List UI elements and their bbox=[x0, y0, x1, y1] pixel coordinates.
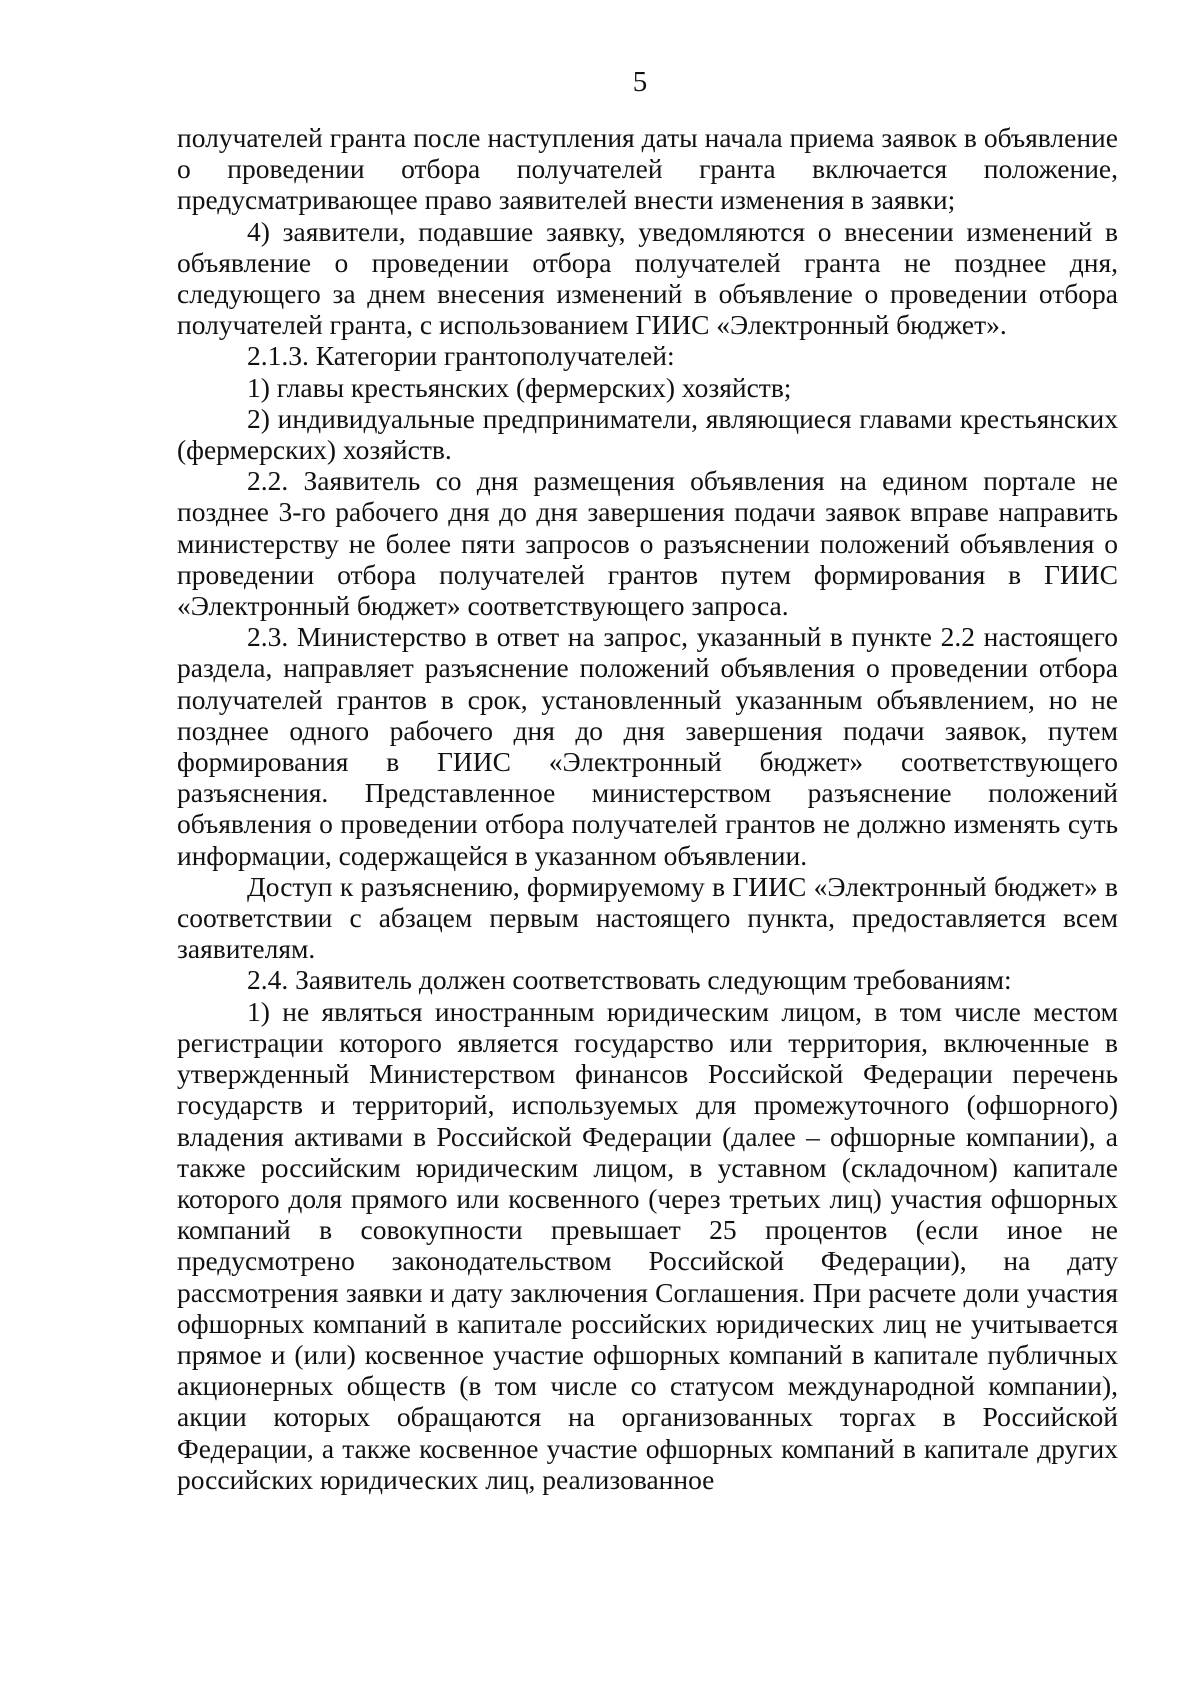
paragraph-section-2-2: 2.2. Заявитель со дня размещения объявления на едином портале не позднее 3-го рабочего дня до дня завершения подачи заявок вправе направить министерству не более пяти запросов о разъяснении положений объявления о проведении отбора получателей грантов путем формирования в ГИИС «Электронный бюджет» соответствующего запроса. bbox=[177, 465, 1118, 622]
paragraph-section-2-3: 2.3. Министерство в ответ на запрос, указанный в пункте 2.2 настоящего раздела, направляет разъяснение положений объявления о проведении отбора получателей грантов в срок, установленный указанным объявлением, но не позднее одного рабочего дня до дня завершения подачи заявок, путем формирования в ГИИС «Электронный бюджет» соответствующего разъяснения. Представленное министерством разъяснение положений объявления о проведении отбора получателей грантов не должно изменять суть информации, содержащейся в указанном объявлении. bbox=[177, 621, 1118, 871]
paragraph-category-2: 2) индивидуальные предприниматели, являющиеся главами крестьянских (фермерских) хозяйств. bbox=[177, 402, 1118, 466]
page-number: 5 bbox=[632, 66, 648, 98]
paragraph-section-2-1-3-heading: 2.1.3. Категории грантополучателей: bbox=[247, 340, 675, 372]
paragraph-item-4-notification: 4) заявители, подавшие заявку, уведомляются о внесении изменений в объявление о проведении отбора получателей гранта не позднее дня, следующего за днем внесения изменений в объявление о проведении отбора получателей гранта, с использованием ГИИС «Электронный бюджет». bbox=[177, 215, 1118, 341]
paragraph-requirement-1: 1) не являться иностранным юридическим лицом, в том числе местом регистрации которого является государство или территория, включенные в утвержденный Министерством финансов Российской Федерации перечень государств и территорий, используемых для промежуточного (офшорного) владения активами в Российской Федерации (далее – офшорные компании), а также российским юридическим лицом, в уставном (складочном) капитале которого доля прямого или косвенного (через третьих лиц) участия офшорных компаний в совокупности превышает 25 процентов (если иное не предусмотрено законодательством Российской Федерации), на дату рассмотрения заявки и дату заключения Соглашения. При расчете доли участия офшорных компаний в капитале российских юридических лиц не учитывается прямое и (или) косвенное участие офшорных компаний в капитале публичных акционерных обществ (в том числе со статусом международной компании), акции которых обращаются на организованных торгах в Российской Федерации, а также косвенное участие офшорных компаний в капитале других российских юридических лиц, реализованное bbox=[177, 995, 1118, 1495]
paragraph-access-to-clarification: Доступ к разъяснению, формируемому в ГИИС «Электронный бюджет» в соответствии с абзацем первым настоящего пункта, предоставляется всем заявителям. bbox=[177, 870, 1118, 965]
document-body bbox=[177, 122, 1118, 1495]
paragraph-category-1: 1) главы крестьянских (фермерских) хозяйств; bbox=[247, 371, 792, 403]
paragraph-section-2-4-heading: 2.4. Заявитель должен соответствовать следующим требованиям: bbox=[247, 964, 1012, 996]
paragraph-continuation: получателей гранта после наступления даты начала приема заявок в объявление о проведении отбора получателей гранта включается положение, предусматривающее право заявителей внести изменения в заявки; bbox=[177, 122, 1118, 216]
